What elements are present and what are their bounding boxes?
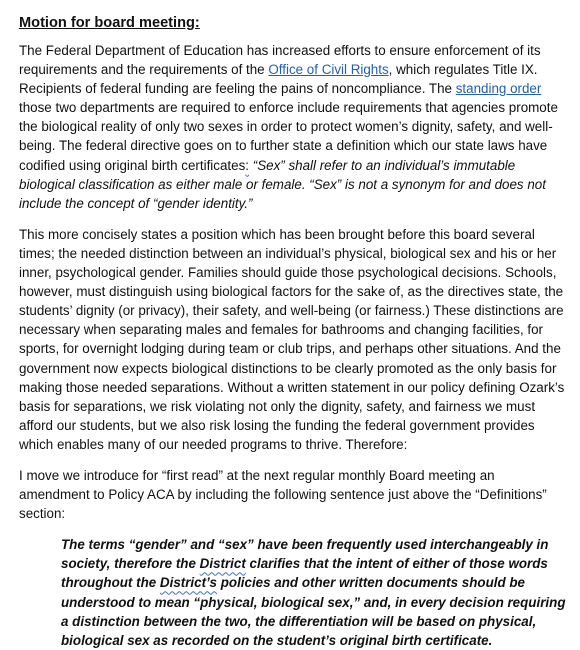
p1-text-2: , which regulates Title IX. Recipients of federal funding are feeling the pains of noncompliance. The [19, 62, 538, 97]
block-text-2: clarifies that the intent of either of those words throughout the [61, 556, 548, 591]
paragraph-motion: I move we introduce for “first read” at the next regular monthly Board meeting an amendment to Policy ACA by including the following sentence just above the “Definitions” section: [19, 467, 547, 522]
p1-text-3: those two departments are required to enforce include requirements that agencies promote the biological reality of only two sexes in order to protect women’s dignity, safety, and well-being. The federal directive goes on to further state a definition which our state laws have codified using original birth certificates [19, 100, 558, 173]
paragraph-federal-directive [19, 41, 566, 213]
proposed-policy-amendment [61, 535, 566, 650]
block-districts-spellcheck: District’s [159, 575, 217, 591]
standing-order-link[interactable]: standing order [455, 81, 542, 97]
block-district-spellcheck: District [199, 556, 246, 572]
paragraph-position-statement: This more concisely states a position which has been brought before this board several times; the needed distinction between an individual’s physical, biological sex and his or her inner, psychological gender. Families should guide those psychological decisions. Schools, however, must distinguish using biological factors for the sake of, as the directives state, the students’ dignity (or privacy), their safety, and well-being (or fairness.) These distinctions are necessary when separating males and females for bathrooms and changing facilities, for sports, for overnight lodging during team or club trips, and perhaps other situations. And the government now expects biological distinctions to be clearly promoted as the only basis for making those needed separations. Without a written statement in our policy defining Ozark’s basis for separations, we risk violating not only the dignity, safety, and fairness we must afford our students, but we also risk losing the funding the federal government provides which enables many of our needed programs to thrive. Therefore: [19, 226, 565, 452]
block-text-3: policies and other written documents should be understood to mean “physical, biological sex,” and, in every decision requiring a distinction between the two, the differentiation will be based on physical, biological sex as recorded on the student’s original birth certificate. [61, 575, 566, 648]
block-text-1: The terms “gender” and “sex” have been frequently used interchangeably in society, therefore the [61, 537, 549, 572]
p1-colon-spellcheck: : [245, 157, 250, 173]
office-of-civil-rights-link[interactable]: Office of Civil Rights [268, 62, 389, 78]
p1-sex-definition-quote: “Sex” shall refer to an individual’s immutable biological classification as either male or female. “Sex” is not a synonym for and does not include the concept of “gender identity.” [19, 157, 546, 211]
document-title: Motion for board meeting: [19, 15, 200, 31]
p1-text-1: The Federal Department of Education has increased efforts to ensure enforcement of its requirements and the requirements of the [19, 43, 541, 78]
